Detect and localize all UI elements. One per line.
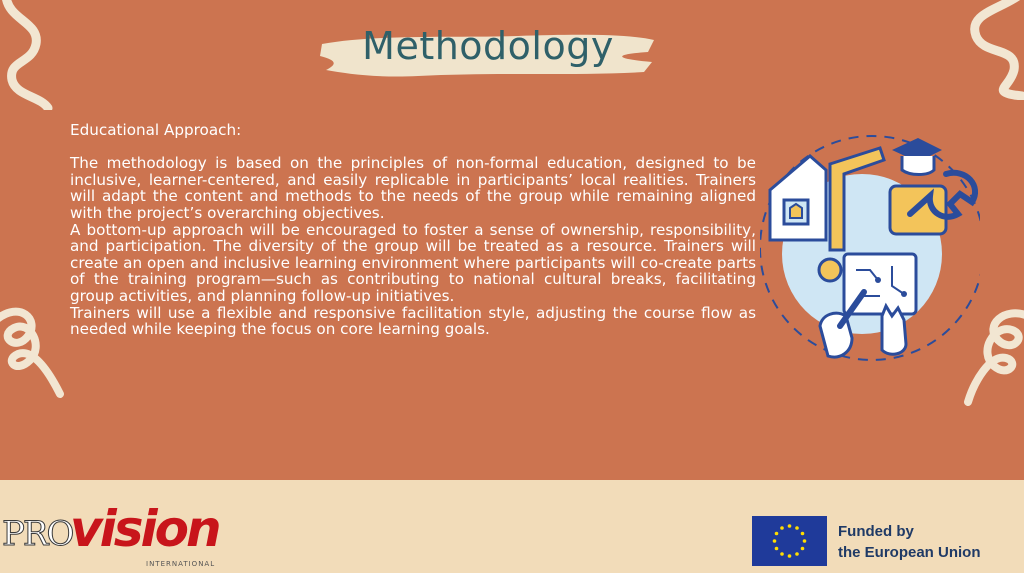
- eu-flag-icon: [752, 516, 827, 566]
- provision-logo: [2, 496, 232, 573]
- paragraph: Trainers will use a flexible and responsive facilitation style, adjusting the course flow as needed while keeping the focus on core learning goals.: [70, 303, 756, 339]
- education-illustration: [760, 130, 980, 370]
- paragraph: A bottom-up approach will be encouraged to foster a sense of ownership, responsibility, and participation. The diversity of the group will be treated as a resource. Trainers will create an open and inclusive learning environment where participants will co-create parts of the training program—such as contributing to national cultural breaks, facilitating group activities, and planning follow-up initiatives.: [70, 220, 756, 305]
- logo-vision-text: vision: [70, 500, 219, 558]
- title-area: [318, 14, 658, 78]
- body-text: [70, 122, 756, 338]
- squiggle-top-left-decoration: [0, 0, 60, 110]
- paragraph: The methodology is based on the principles of non-formal education, designed to be inclusive, learner-centered, and easily replicable in participants’ local realities. Trainers will adapt the content and methods to the needs of the group while remaining aligned with the project’s overarching objectives.: [70, 154, 756, 222]
- logo-pro-text: PRO: [2, 514, 73, 554]
- eu-funding-text: [838, 521, 981, 563]
- eu-funding-line-1: Funded by: [838, 523, 914, 540]
- section-heading: Educational Approach:: [70, 121, 242, 139]
- eu-funding-line-2: the European Union: [838, 544, 981, 561]
- page-title: Methodology: [362, 24, 614, 68]
- logo-international-text: INTERNATIONAL: [146, 560, 216, 568]
- squiggle-top-right-decoration: [948, 0, 1024, 100]
- squiggle-left-decoration: [0, 290, 70, 400]
